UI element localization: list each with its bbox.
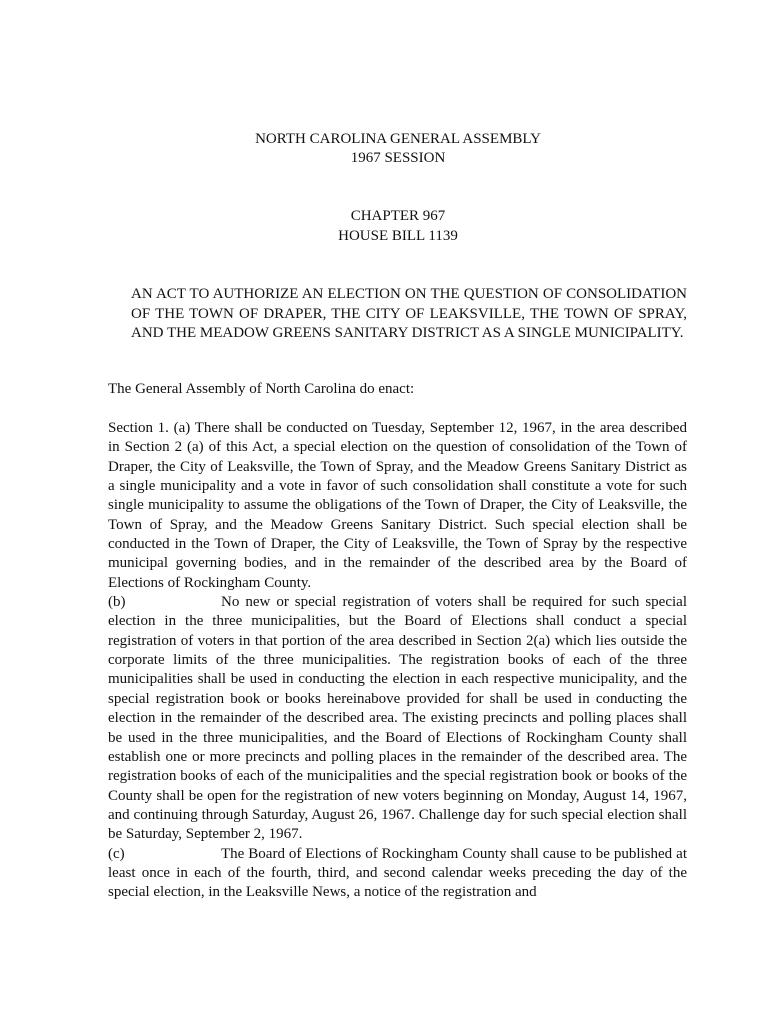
section-1 [108, 419, 687, 903]
assembly-heading: NORTH CAROLINA GENERAL ASSEMBLY [255, 131, 541, 147]
section-1-b [108, 593, 687, 844]
chapter-heading: CHAPTER 967 [350, 208, 446, 224]
section-1-b-label: (b) [108, 594, 126, 611]
section-1-c-text: The Board of Elections of Rockingham County shall cause to be published at least once in each of the fourth, third, and second calendar weeks preceding the day of the special election, in the Leaksville News, a notice of the registration and [108, 845, 687, 901]
section-1-a: Section 1. (a) There shall be conducted on Tuesday, September 12, 1967, in the area described in Section 2 (a) of this Act, a special election on the question of consolidation of the Town of Draper, the City of Leaksville, the Town of Spray, and the Meadow Greens Sanitary District as a single municipality and a vote in favor of such consolidation shall constitute a vote for such single municipality to assume the obligations of the Town of Draper, the City of Leaksville, the Town of Spray, and the Meadow Greens Sanitary District. Such special election shall be conducted in the Town of Draper, the City of Leaksville, the Town of Spray by the respective municipal governing bodies, and in the remainder of the described area by the Board of Elections of Rockingham County. [108, 420, 687, 591]
bill-heading: HOUSE BILL 1139 [338, 228, 458, 244]
session-heading: 1967 SESSION [350, 150, 446, 166]
act-title: AN ACT TO AUTHORIZE AN ELECTION ON THE QUESTION OF CONSOLIDATION OF THE TOWN OF DRAPER, THE CITY OF LEAKSVILLE, THE TOWN OF SPRAY, AND THE MEADOW GREENS SANITARY DISTRICT AS A SINGLE MUNICIPALITY. [131, 286, 687, 341]
section-1-c [108, 845, 687, 903]
section-1-b-text: No new or special registration of voters shall be required for such special election in the three municipalities, but the Board of Elections shall conduct a special registration of voters in that portion of the area described in Section 2(a) which lies outside the corporate limits of the three municipalities. The registration books of each of the three municipalities shall be used in conducting the election in each respective municipality, and the special registration book or books hereinabove provided for shall be used in conducting the election in the remainder of the described area. The existing precincts and polling places shall be used in the three municipalities, and the Board of Elections of Rockingham County shall establish one or more precincts and polling places in the remainder of the described area. The registration books of each of the municipalities and the special registration book or books of the County shall be open for the registration of new voters beginning on Monday, August 14, 1967, and continuing through Saturday, August 26, 1967. Challenge day for such special election shall be Saturday, September 2, 1967. [108, 594, 687, 843]
section-1-c-label: (c) [108, 845, 125, 862]
enacting-clause: The General Assembly of North Carolina do enact: [108, 381, 415, 397]
